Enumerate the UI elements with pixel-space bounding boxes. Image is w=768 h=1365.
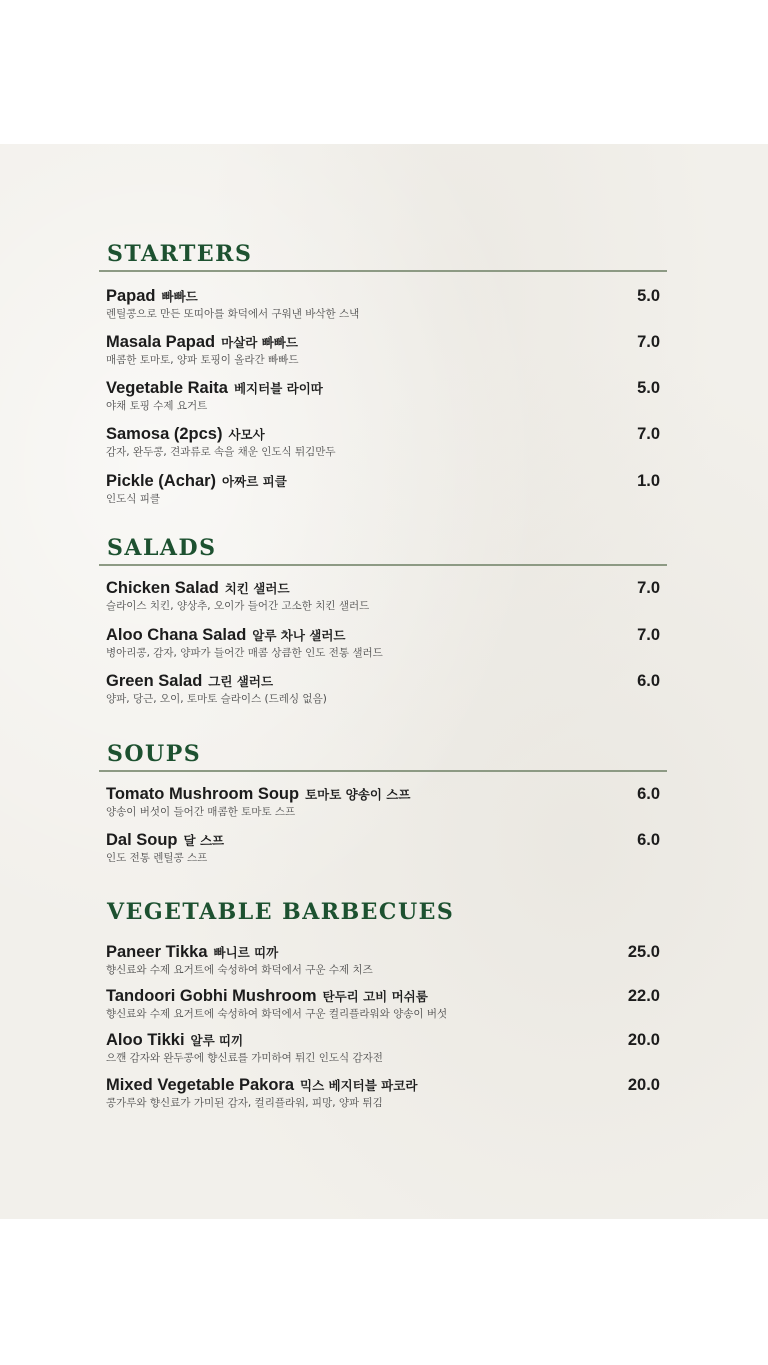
section-vegetable-barbecues	[99, 896, 667, 1109]
item-name: Vegetable Raita	[106, 379, 228, 397]
item-price: 20.0	[627, 1031, 660, 1049]
item-description: 렌틸콩으로 만든 또띠아를 화덕에서 구워낸 바삭한 스낵	[106, 308, 360, 320]
item-korean-name: 탄두리 고비 머쉬룸	[322, 989, 428, 1004]
section-title: STARTERS	[107, 241, 253, 267]
section-soups	[99, 738, 667, 864]
item-name: Dal Soup	[106, 831, 178, 849]
item-price: 7.0	[637, 579, 660, 597]
item-name: Papad	[106, 287, 156, 305]
item-description: 감자, 완두콩, 견과류로 속을 채운 인도식 튀김만두	[106, 446, 336, 458]
menu-item	[106, 942, 660, 982]
item-description: 인도 전통 렌틸콩 스프	[106, 852, 208, 864]
section-divider	[99, 770, 667, 772]
item-korean-name: 베지터블 라이따	[233, 381, 323, 396]
item-name: Masala Papad	[106, 333, 216, 351]
item-name: Tomato Mushroom Soup	[106, 785, 300, 803]
section-divider	[99, 270, 667, 272]
item-korean-name: 알루 띠끼	[190, 1033, 244, 1048]
menu-item	[106, 830, 660, 870]
item-price: 20.0	[627, 1076, 660, 1094]
item-price: 7.0	[637, 425, 660, 443]
item-name: Green Salad	[106, 672, 203, 690]
section-starters	[99, 238, 667, 505]
item-description: 콩가루와 향신료가 가미된 감자, 컬리플라워, 피망, 양파 튀김	[106, 1097, 383, 1109]
item-description: 야채 토핑 수제 요거트	[106, 400, 208, 412]
item-price: 6.0	[637, 831, 660, 849]
item-price: 7.0	[637, 626, 660, 644]
item-korean-name: 사모사	[228, 427, 265, 442]
item-price: 7.0	[637, 333, 660, 351]
menu-item	[106, 784, 660, 824]
menu-item	[106, 471, 660, 511]
item-description: 슬라이스 치킨, 양상추, 오이가 들어간 고소한 치킨 샐러드	[106, 600, 370, 612]
item-name: Tandoori Gobhi Mushroom	[106, 987, 317, 1005]
item-korean-name: 알루 차나 샐러드	[252, 628, 346, 643]
item-description: 으깬 감자와 완두콩에 향신료를 가미하여 튀긴 인도식 감자전	[106, 1052, 383, 1064]
item-korean-name: 달 스프	[183, 833, 225, 848]
item-price: 1.0	[637, 472, 660, 490]
item-korean-name: 그린 샐러드	[208, 674, 274, 689]
section-title: VEGETABLE BARBECUES	[107, 899, 455, 925]
item-name: Aloo Chana Salad	[106, 626, 247, 644]
menu-item	[106, 332, 660, 372]
item-description: 양송이 버섯이 들어간 매콤한 토마토 스프	[106, 806, 296, 818]
item-name: Chicken Salad	[106, 579, 219, 597]
item-name: Paneer Tikka	[106, 943, 208, 961]
item-description: 인도식 피클	[106, 493, 161, 505]
item-description: 향신료와 수제 요거트에 숙성하여 화덕에서 구운 컬리플라워와 양송이 버섯	[106, 1008, 448, 1020]
item-price: 6.0	[637, 785, 660, 803]
item-price: 5.0	[637, 287, 660, 305]
item-description: 병아리콩, 감자, 양파가 들어간 매콤 상큼한 인도 전통 샐러드	[106, 647, 383, 659]
item-korean-name: 아짜르 피클	[222, 474, 287, 489]
section-title: SALADS	[107, 535, 217, 561]
menu-item	[106, 1075, 660, 1115]
item-korean-name: 마살라 빠빠드	[221, 335, 298, 350]
section-salads	[99, 532, 667, 705]
menu-item	[106, 1030, 660, 1070]
menu-item	[106, 578, 660, 618]
item-description: 양파, 당근, 오이, 토마토 슬라이스 (드레싱 없음)	[106, 693, 327, 705]
item-korean-name: 치킨 샐러드	[224, 581, 290, 596]
item-korean-name: 빠빠드	[161, 289, 198, 304]
item-price: 25.0	[627, 943, 660, 961]
menu-item	[106, 424, 660, 464]
item-description: 향신료와 수제 요거트에 숙성하여 화덕에서 구운 수제 치즈	[106, 964, 373, 976]
item-korean-name: 빠니르 띠까	[213, 945, 279, 960]
section-title: SOUPS	[107, 741, 202, 767]
section-divider	[99, 564, 667, 566]
item-name: Aloo Tikki	[106, 1031, 185, 1049]
item-name: Mixed Vegetable Pakora	[106, 1076, 295, 1094]
item-price: 6.0	[637, 672, 660, 690]
item-description: 매콤한 토마토, 양파 토핑이 올라간 빠빠드	[106, 354, 299, 366]
menu-item	[106, 378, 660, 418]
item-korean-name: 토마토 양송이 스프	[305, 787, 411, 802]
menu-item	[106, 625, 660, 665]
menu-item	[106, 671, 660, 711]
item-price: 5.0	[637, 379, 660, 397]
item-korean-name: 믹스 베지터블 파코라	[300, 1078, 418, 1093]
menu-item	[106, 986, 660, 1026]
item-name: Samosa (2pcs)	[106, 425, 223, 443]
menu-item	[106, 286, 660, 326]
item-price: 22.0	[627, 987, 660, 1005]
item-name: Pickle (Achar)	[106, 472, 217, 490]
